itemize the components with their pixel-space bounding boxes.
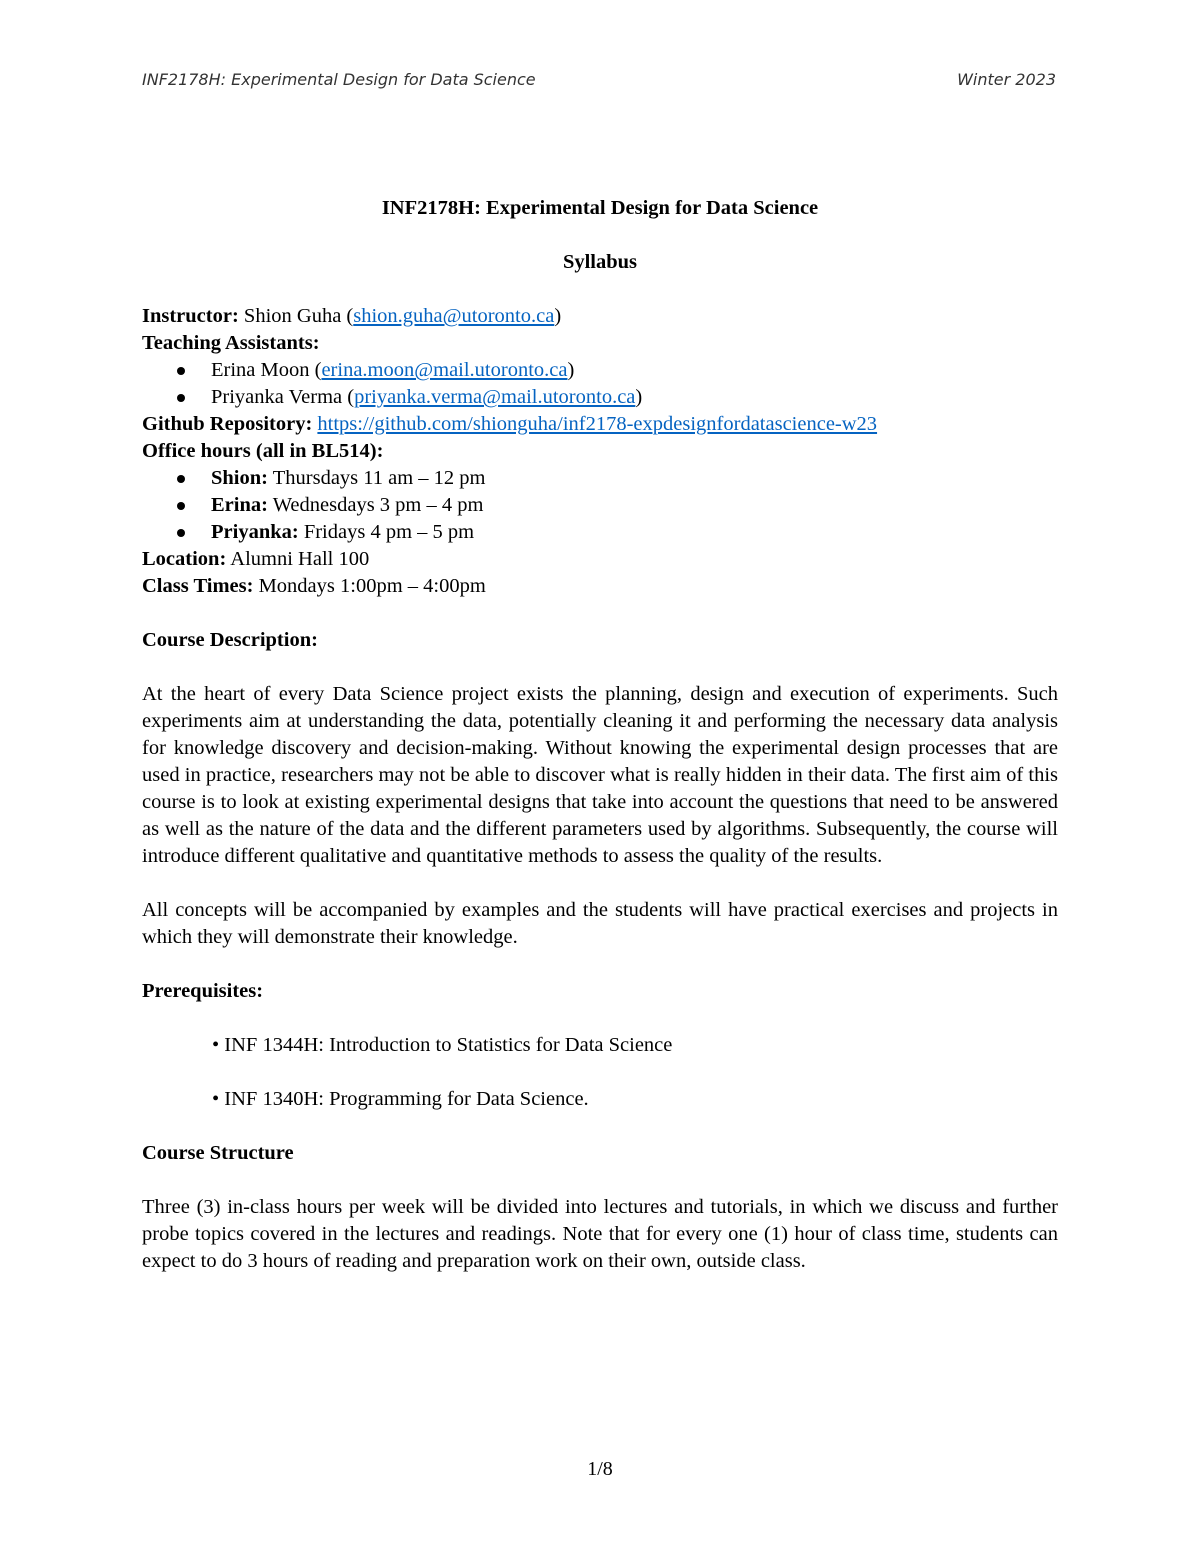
document-subtitle: Syllabus — [562, 251, 638, 273]
location-label: Location: — [142, 548, 227, 570]
instructor-name: Shion Guha — [243, 305, 342, 327]
course-description-heading: Course Description: — [142, 629, 318, 651]
office-hours-heading: Office hours (all in BL514): — [142, 440, 384, 462]
office-hours-person: Shion: — [211, 467, 268, 489]
running-header — [142, 70, 1056, 89]
ta-name: Erina Moon — [211, 359, 310, 381]
document-title: INF2178H: Experimental Design for Data Science — [381, 197, 819, 219]
instructor-label: Instructor: — [142, 305, 239, 327]
header-course-title: INF2178H: Experimental Design for Data Science — [142, 70, 536, 89]
office-hours-time: Wednesdays 3 pm – 4 pm — [272, 494, 484, 516]
office-hours-person: Priyanka: — [211, 521, 299, 543]
list-item: Priyanka Verma (priyanka.verma@mail.utoronto.ca) — [174, 384, 1058, 411]
course-description-paragraph: At the heart of every Data Science project exists the planning, design and execution of experiments. Such experiments aim at understanding the data, potentially cleaning it and performing the necessary data analysis for knowledge discovery and decision-making. Without knowing the experimental design processes that are used in practice, researchers may not be able to discover what is really hidden in their data. The first aim of this course is to look at existing experimental designs that take into account the questions that need to be answered as well as the nature of the data and the different parameters used by algorithms. Subsequently, the course will introduce different qualitative and quantitative methods to assess the quality of the results. — [142, 683, 1058, 867]
course-structure-heading: Course Structure — [142, 1142, 294, 1164]
header-term: Winter 2023 — [957, 70, 1056, 89]
list-item — [174, 492, 1058, 519]
prerequisites-heading: Prerequisites: — [142, 980, 264, 1002]
list-item — [174, 465, 1058, 492]
ta-email-link[interactable]: priyanka.verma@mail.utoronto.ca — [354, 386, 636, 408]
document-body — [142, 195, 1058, 1275]
course-description-paragraph: All concepts will be accompanied by examples and the students will have practical exercises and projects in which they will demonstrate their knowledge. — [142, 899, 1058, 948]
page-number: 1/8 — [587, 1458, 613, 1480]
list-item: Erina Moon (erina.moon@mail.utoronto.ca) — [174, 357, 1058, 384]
instructor-email-link[interactable]: shion.guha@utoronto.ca — [353, 305, 555, 327]
office-hours-person: Erina: — [211, 494, 268, 516]
github-label: Github Repository: — [142, 413, 313, 435]
office-hours-time: Fridays 4 pm – 5 pm — [303, 521, 475, 543]
prerequisite-item: • INF 1340H: Programming for Data Science. — [212, 1088, 589, 1110]
location-value: Alumni Hall 100 — [230, 548, 370, 570]
class-times-line — [142, 573, 1058, 600]
ta-email-link[interactable]: erina.moon@mail.utoronto.ca — [321, 359, 568, 381]
prerequisite-item: • INF 1344H: Introduction to Statistics for Data Science — [212, 1034, 673, 1056]
class-times-value: Mondays 1:00pm – 4:00pm — [258, 575, 486, 597]
github-repository-link[interactable]: https://github.com/shionguha/inf2178-expdesignfordatascience-w23 — [317, 413, 878, 435]
list-item — [174, 519, 1058, 546]
instructor-line: Instructor: Shion Guha (shion.guha@utoronto.ca) — [142, 305, 562, 327]
teaching-assistants-heading: Teaching Assistants: — [142, 332, 320, 354]
course-structure-paragraph: Three (3) in-class hours per week will be divided into lectures and tutorials, in which we discuss and further probe topics covered in the lectures and readings. Note that for every one (1) hour of class time, students can expect to do 3 hours of reading and preparation work on their own, outside class. — [142, 1196, 1058, 1272]
location-line — [142, 546, 1058, 573]
github-line — [142, 411, 1058, 438]
class-times-label: Class Times: — [142, 575, 254, 597]
office-hours-list — [142, 465, 1058, 546]
teaching-assistants-list — [142, 357, 1058, 411]
office-hours-time: Thursdays 11 am – 12 pm — [272, 467, 486, 489]
ta-name: Priyanka Verma — [211, 386, 343, 408]
